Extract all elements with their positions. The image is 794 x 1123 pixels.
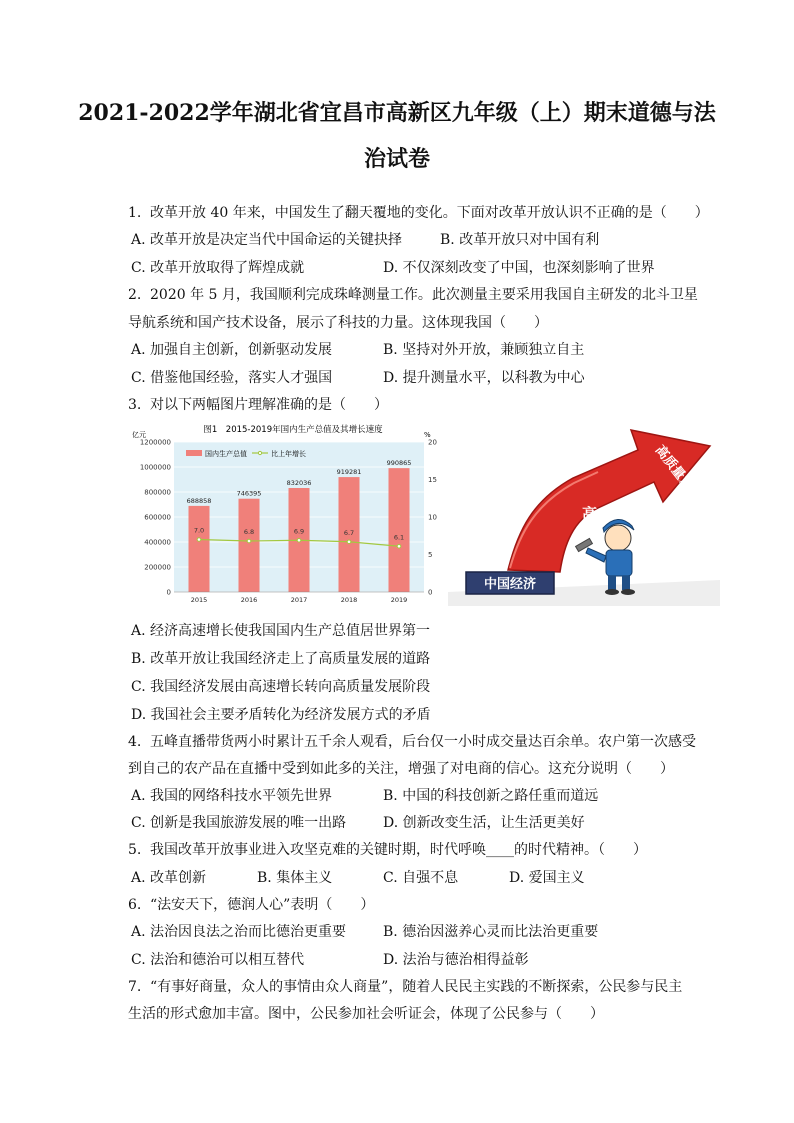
question-stem: 对以下两幅图片理解准确的是（ ） xyxy=(150,397,388,413)
question-2-cont: 导航系统和国产技术设备，展示了科技的力量。这体现我国（ ） xyxy=(128,315,548,331)
growth-value-label: 6.8 xyxy=(243,528,255,536)
q1-option-a: A. 改革开放是决定当代中国命运的关键抉择 xyxy=(131,232,403,248)
question-stem: “法安天下，德润人心”表明（ ） xyxy=(150,897,375,913)
legend-label-growth: 比上年增长 xyxy=(271,450,306,458)
question-number: 2. xyxy=(128,287,142,303)
q6-option-d: D. 法治与德治相得益彰 xyxy=(383,952,529,968)
question-stem: 我国改革开放事业进入攻坚克难的关键时期，时代呼唤____的时代精神。（ ） xyxy=(150,842,647,858)
q3-option-b: B. 改革开放让我国经济走上了高质量发展的道路 xyxy=(131,651,431,667)
worker-body xyxy=(606,550,632,576)
question-stem: 改革开放 40 年来，中国发生了翻天覆地的变化。下面对改革开放认识不正确的是（ ） xyxy=(150,205,709,221)
question-number: 5. xyxy=(128,842,142,858)
economy-poster xyxy=(448,420,720,606)
legend-swatch-gdp xyxy=(186,450,202,456)
question-1 xyxy=(128,203,709,223)
growth-point xyxy=(247,539,251,543)
q5-option-a: A. 改革创新 xyxy=(131,870,207,886)
legend-marker-growth xyxy=(258,451,261,454)
question-6 xyxy=(128,895,374,915)
x-tick-label: 2015 xyxy=(190,596,208,604)
x-tick-label: 2019 xyxy=(390,596,408,604)
exam-title xyxy=(60,90,734,182)
q4-option-c: C. 创新是我国旅游发展的唯一出路 xyxy=(131,815,347,831)
growth-value-label: 7.0 xyxy=(193,526,205,535)
sign-text: 中国经济 xyxy=(483,577,537,592)
x-tick-label: 2016 xyxy=(240,596,258,604)
growth-value-label: 6.7 xyxy=(343,528,355,537)
y-left-tick-label: 1000000 xyxy=(139,463,171,472)
bar-value-label: 832036 xyxy=(286,478,312,487)
bar-value-label: 746395 xyxy=(236,489,262,498)
growth-point xyxy=(347,540,351,544)
question-5 xyxy=(128,840,647,860)
gdp-chart xyxy=(128,420,435,608)
q4-option-a: A. 我国的网络科技水平领先世界 xyxy=(131,788,333,804)
question-4-cont: 到自己的农产品在直播中受到如此多的关注，增强了对电商的信心。这充分说明（ ） xyxy=(128,761,674,777)
q6-option-b: B. 德治因滋养心灵而比法治更重要 xyxy=(383,924,599,940)
bar-value-label: 990865 xyxy=(386,459,412,468)
y-left-unit: 亿元 xyxy=(132,431,146,439)
worker-shoe-left xyxy=(605,589,619,595)
legend-label-gdp: 国内生产总值 xyxy=(205,450,247,458)
y-right-tick-label: 20 xyxy=(428,438,437,447)
worker-leg-left xyxy=(608,576,616,590)
x-tick-label: 2017 xyxy=(290,596,308,604)
q5-option-c: C. 自强不息 xyxy=(383,870,459,886)
q1-option-c: C. 改革开放取得了辉煌成就 xyxy=(131,260,305,276)
y-right-tick-label: 15 xyxy=(428,476,437,484)
q5-option-b: B. 集体主义 xyxy=(257,870,333,886)
q4-option-d: D. 创新改变生活，让生活更美好 xyxy=(383,815,585,831)
gdp-bar xyxy=(189,506,210,592)
gdp-bar xyxy=(239,499,260,592)
growth-point xyxy=(397,544,401,548)
bar-value-label: 688858 xyxy=(186,496,212,505)
growth-value-label: 6.1 xyxy=(393,533,405,542)
q2-option-d: D. 提升测量水平，以科教为中心 xyxy=(383,370,585,386)
q2-option-a: A. 加强自主创新，创新驱动发展 xyxy=(131,342,333,358)
x-tick-label: 2018 xyxy=(340,596,358,604)
question-2 xyxy=(128,285,698,305)
q2-option-c: C. 借鉴他国经验，落实人才强国 xyxy=(131,370,333,386)
question-number: 1. xyxy=(128,205,142,221)
q5-option-d: D. 爱国主义 xyxy=(509,870,585,886)
q6-option-c: C. 法治和德治可以相互替代 xyxy=(131,952,305,968)
question-7-cont: 生活的形式愈加丰富。图中，公民参加社会听证会，体现了公民参与（ ） xyxy=(128,1006,604,1022)
question-number: 3. xyxy=(128,397,142,413)
arrow-text-quality: 高质量发展 xyxy=(651,442,704,504)
question-number: 7. xyxy=(128,979,142,995)
exam-title-line2: 治试卷 xyxy=(363,146,430,172)
q2-option-b: B. 坚持对外开放，兼顾独立自主 xyxy=(383,342,585,358)
growth-point xyxy=(297,538,301,542)
question-number: 4. xyxy=(128,734,142,750)
question-stem: 2020 年 5 月，我国顺利完成珠峰测量工作。此次测量主要采用我国自主研发的北斗卫星 xyxy=(150,287,698,303)
arrow-text-high-speed-label: 高速增长 xyxy=(538,506,598,524)
worker-shoe-right xyxy=(621,589,635,595)
y-left-tick-label: 800000 xyxy=(144,488,171,497)
question-stem: 五峰直播带货两小时累计五千余人观看，后台仅一小时成交量达百余单。农户第一次感受 xyxy=(150,734,696,750)
question-3 xyxy=(128,395,388,415)
y-left-tick-label: 1200000 xyxy=(139,438,171,447)
question-4 xyxy=(128,732,696,752)
question-number: 6. xyxy=(128,897,142,913)
y-right-tick-label: 10 xyxy=(428,513,437,522)
y-left-tick-label: 600000 xyxy=(144,513,171,522)
question-stem: “有事好商量，众人的事情由众人商量”，随着人民民主实践的不断探索，公民参与民主 xyxy=(150,979,683,995)
worker-leg-right xyxy=(622,576,630,590)
q6-option-a: A. 法治因良法之治而比德治更重要 xyxy=(131,924,347,940)
q4-option-b: B. 中国的科技创新之路任重而道远 xyxy=(383,788,599,804)
y-left-tick-label: 400000 xyxy=(144,538,171,547)
q3-option-a: A. 经济高速增长使我国国内生产总值居世界第一 xyxy=(131,623,431,639)
worker-head xyxy=(605,525,631,551)
q1-option-b: B. 改革开放只对中国有利 xyxy=(440,232,600,248)
q3-option-d: D. 我国社会主要矛盾转化为经济发展方式的矛盾 xyxy=(131,707,431,723)
y-right-tick-label: 0 xyxy=(428,588,433,597)
y-left-tick-label: 0 xyxy=(166,588,171,597)
growth-value-label: 6.9 xyxy=(293,527,305,536)
bar-value-label: 919281 xyxy=(336,468,362,477)
gdp-bar xyxy=(389,468,410,592)
question-7 xyxy=(128,977,682,997)
exam-title-line1: 2021-2022学年湖北省宜昌市高新区九年级（上）期末道德与法 xyxy=(78,100,716,126)
y-right-tick-label: 5 xyxy=(428,551,433,559)
chart-title: 图1 2015-2019年国内生产总值及其增长速度 xyxy=(203,425,383,435)
q1-option-d: D. 不仅深刻改变了中国，也深刻影响了世界 xyxy=(383,260,655,276)
y-left-tick-label: 200000 xyxy=(144,563,171,572)
growth-point xyxy=(197,538,201,542)
q3-option-c: C. 我国经济发展由高速增长转向高质量发展阶段 xyxy=(131,679,431,695)
y-right-unit: % xyxy=(424,431,431,439)
